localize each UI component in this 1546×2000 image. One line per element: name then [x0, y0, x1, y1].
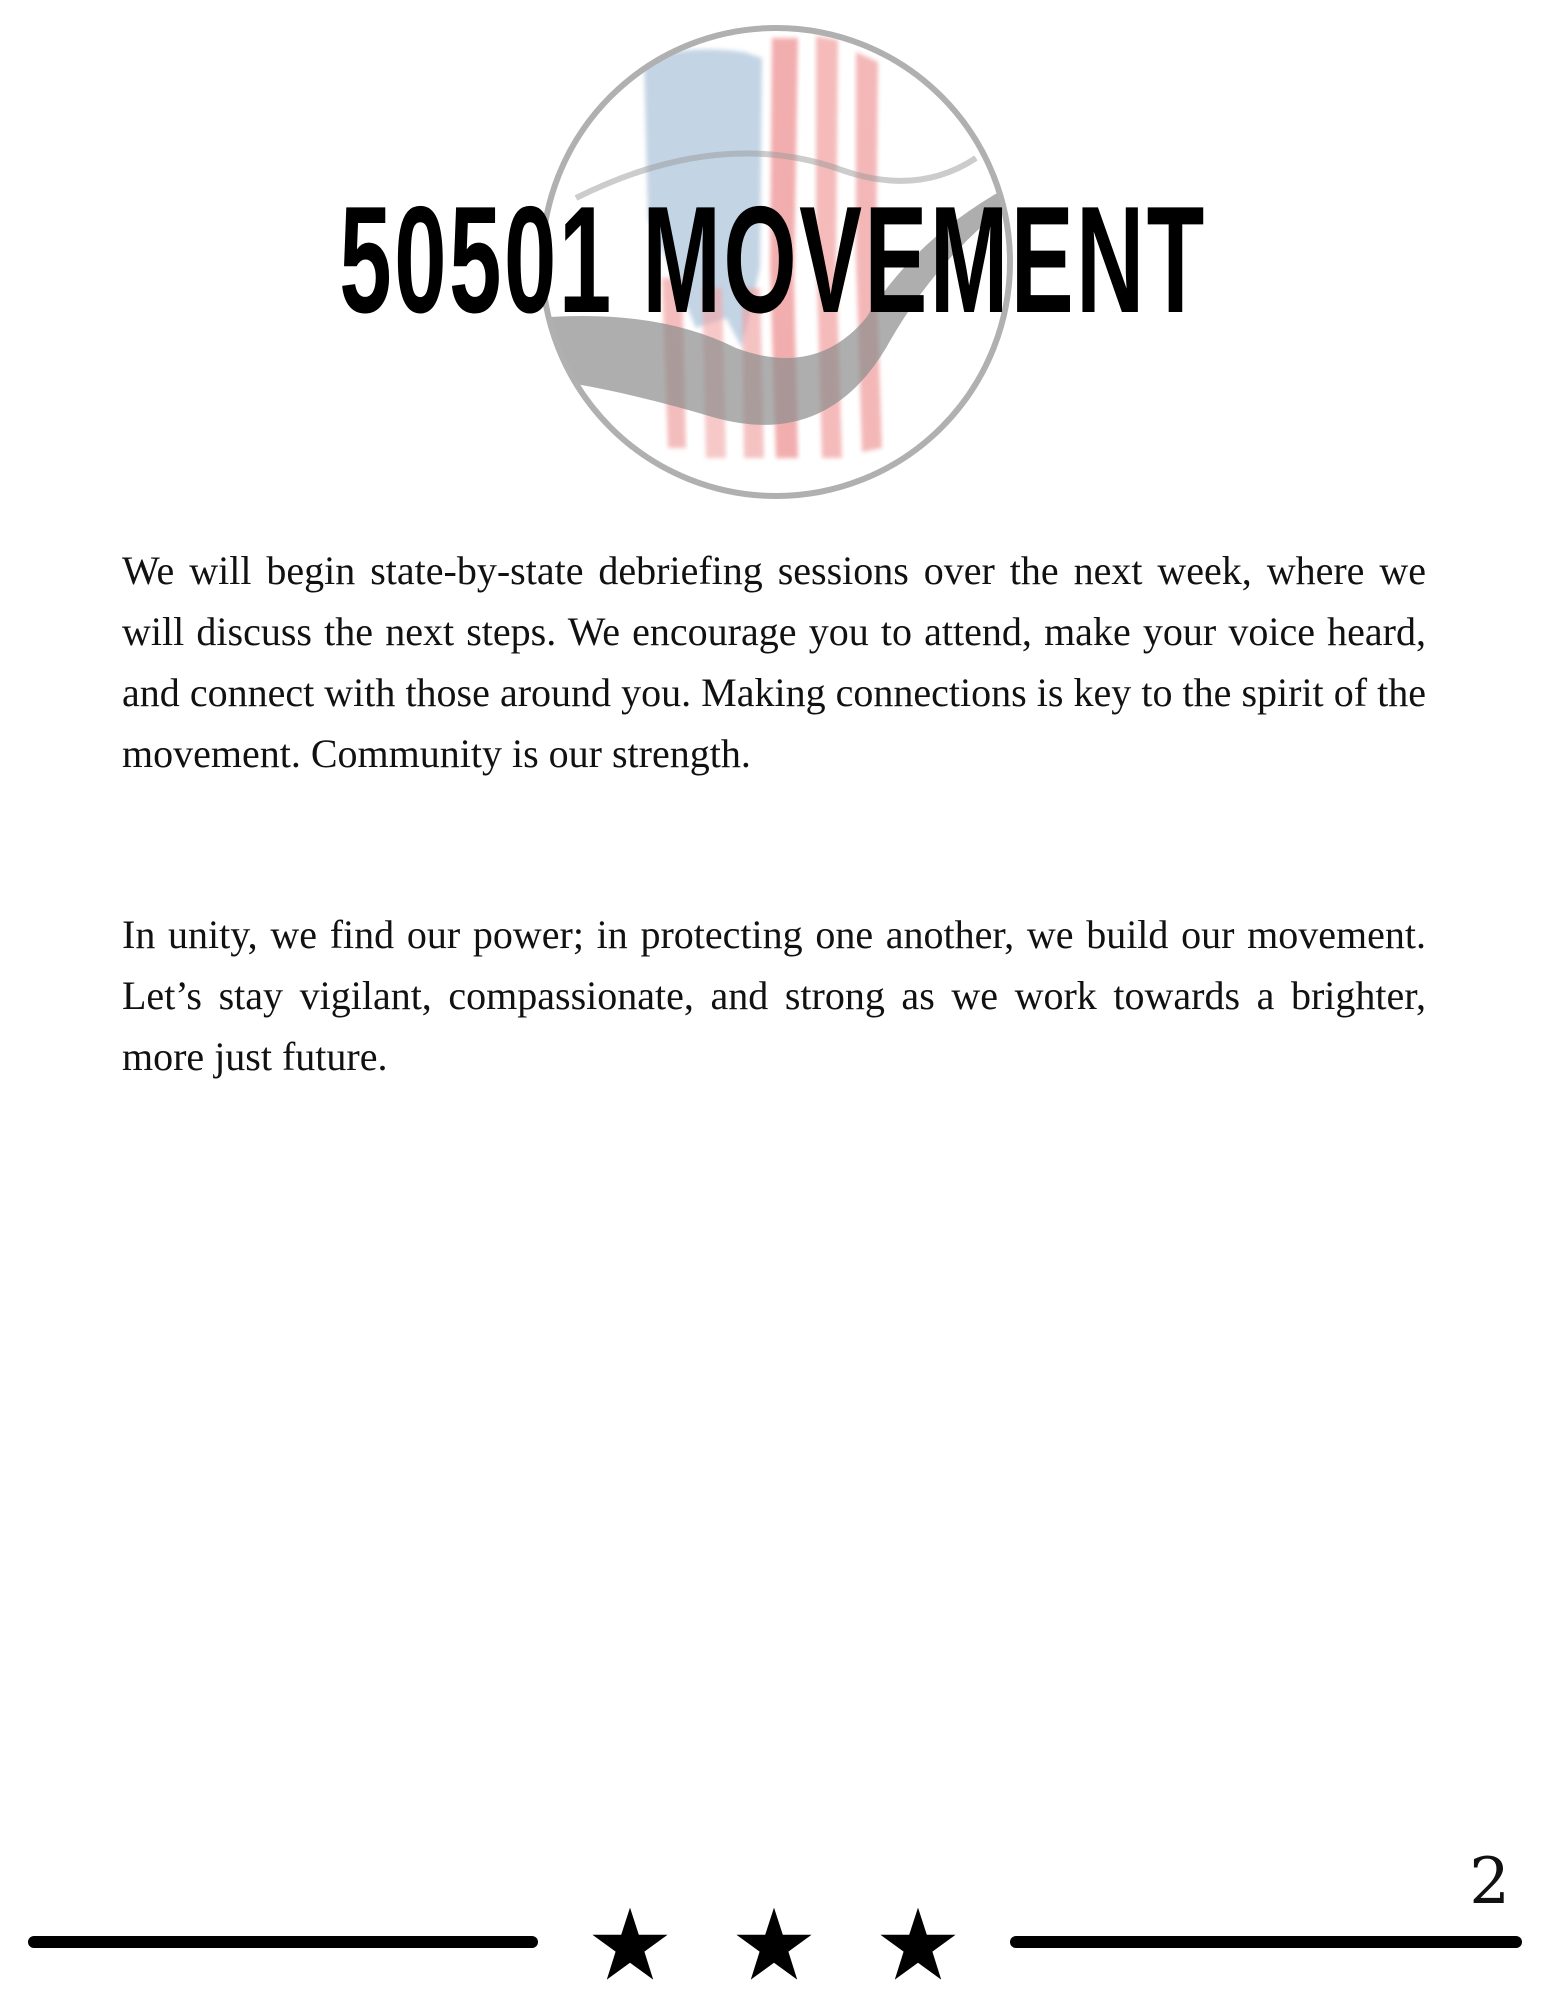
- page-title: 50501 MOVEMENT: [339, 175, 1207, 345]
- star-icon: [878, 1906, 958, 1982]
- footer-rule-left: [28, 1936, 538, 1948]
- body-paragraph-1: We will begin state-by-state debriefing sessions over the next week, where we will discuss the next steps. We encourage you to attend, make your voice heard, and connect with those around you. Making connections is key to the spirit of the movement. Community is our strength.: [122, 548, 1426, 776]
- footer-rule-right: [1010, 1936, 1522, 1948]
- star-icon: [734, 1906, 814, 1982]
- body-paragraph-2: In unity, we find our power; in protecting one another, we build our movement. Let’s stay vigilant, compassionate, and strong as we work towards a brighter, more just future.: [122, 912, 1426, 1079]
- page-number: 2: [1469, 1845, 1510, 1919]
- star-icon: [590, 1906, 670, 1982]
